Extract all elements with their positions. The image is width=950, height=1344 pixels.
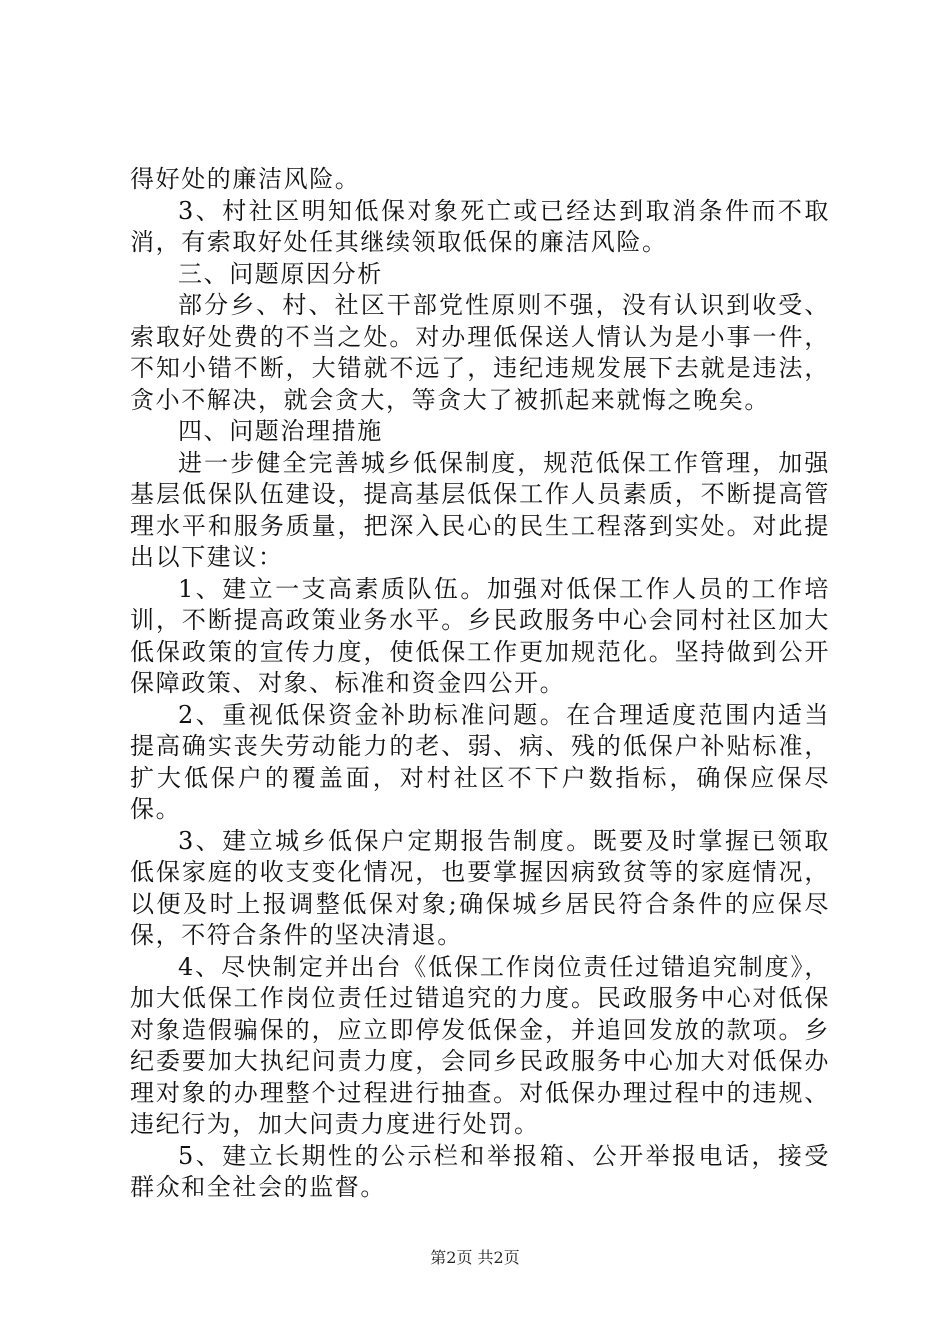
paragraph-suggestion-2: 2、重视低保资金补助标准问题。在合理适度范围内适当提高确实丧失劳动能力的老、弱、病、残的低保户补贴标准，扩大低保户的覆盖面，对村社区不下户数指标，确保应保尽保。 bbox=[130, 700, 830, 823]
paragraph-item-3-risk: 3、村社区明知低保对象死亡或已经达到取消条件而不取消，有索取好处任其继续领取低保的廉洁风险。 bbox=[130, 196, 830, 256]
paragraph-suggestion-3: 3、建立城乡低保户定期报告制度。既要及时掌握已领取低保家庭的收支变化情况，也要掌握因病致贫等的家庭情况，以便及时上报调整低保对象;确保城乡居民符合条件的应保尽保，不符合条件的坚决清退。 bbox=[130, 826, 830, 949]
page-number-footer: 第2页 共2页 bbox=[430, 1248, 520, 1267]
paragraph-measures-intro: 进一步健全完善城乡低保制度，规范低保工作管理，加强基层低保队伍建设，提高基层低保工作人员素质，不断提高管理水平和服务质量，把深入民心的民生工程落到实处。对此提出以下建议： bbox=[130, 448, 830, 571]
section-heading-measures: 四、问题治理措施 bbox=[178, 417, 383, 445]
paragraph-cause-analysis: 部分乡、村、社区干部党性原则不强，没有认识到收受、索取好处费的不当之处。对办理低保送人情认为是小事一件，不知小错不断，大错就不远了，违纪违规发展下去就是违法，贪小不解决，就会贪大，等贪大了被抓起来就悔之晚矣。 bbox=[130, 291, 830, 414]
document-body bbox=[130, 164, 830, 1204]
section-heading-cause-analysis: 三、问题原因分析 bbox=[178, 259, 383, 288]
paragraph-suggestion-5: 5、建立长期性的公示栏和举报箱、公开举报电话，接受群众和全社会的监督。 bbox=[130, 1141, 830, 1201]
paragraph-suggestion-4: 4、尽快制定并出台《低保工作岗位责任过错追究制度》，加大低保工作岗位责任过错追究的力度。民政服务中心对低保对象造假骗保的，应立即停发低保金，并追回发放的款项。乡纪委要加大执纪问责力度，会同乡民政服务中心加大对低保办理对象的办理整个过程进行抽查。对低保办理过程中的违规、违纪行为，加大问责力度进行处罚。 bbox=[130, 952, 830, 1138]
paragraph-continuation: 得好处的廉洁风险。 bbox=[130, 165, 361, 193]
paragraph-suggestion-1: 1、建立一支高素质队伍。加强对低保工作人员的工作培训，不断提高政策业务水平。乡民政服务中心会同村社区加大低保政策的宣传力度，使低保工作更加规范化。坚持做到公开保障政策、对象、标准和资金四公开。 bbox=[130, 574, 830, 697]
